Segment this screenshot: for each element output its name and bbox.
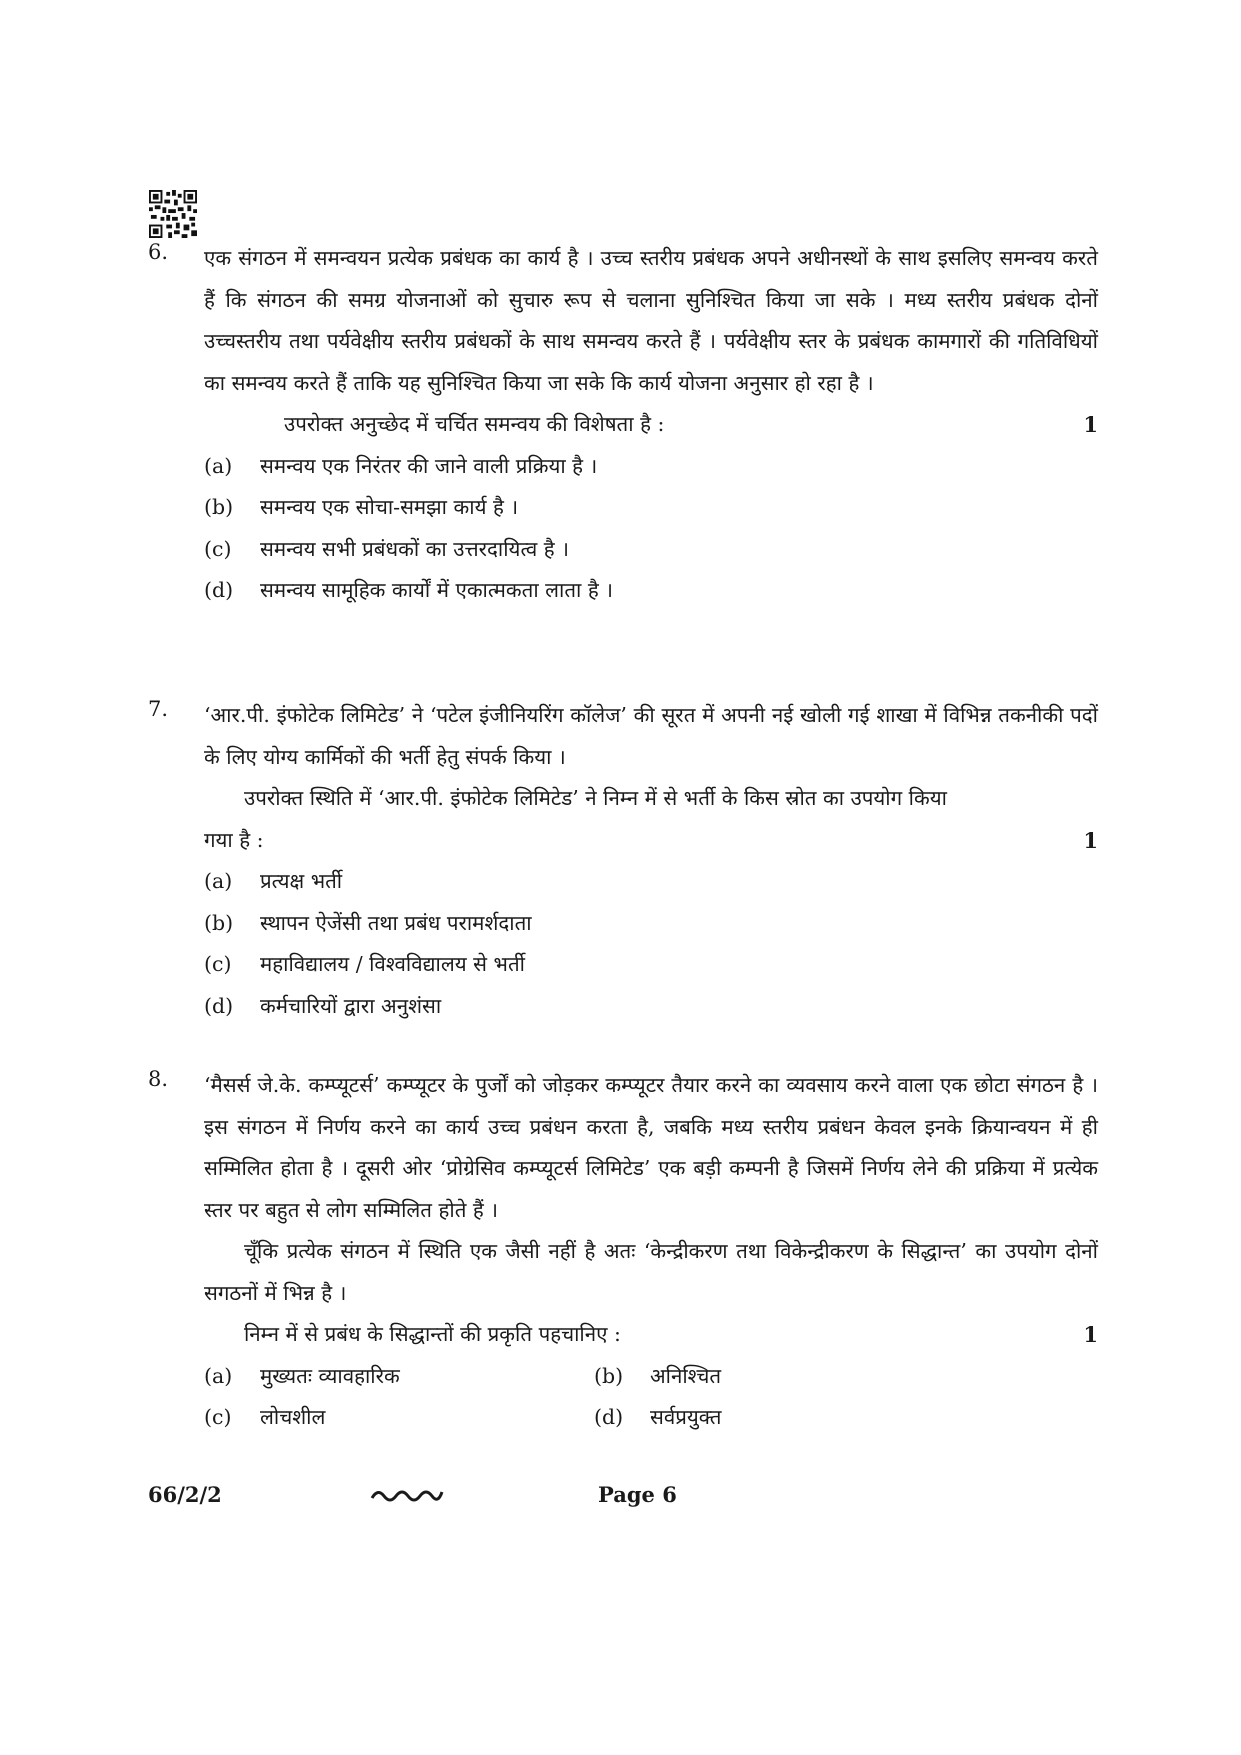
marks: 1 bbox=[1083, 1322, 1098, 1347]
paper-code: 66/2/2 bbox=[148, 1482, 222, 1507]
option-label: (c) bbox=[204, 536, 232, 561]
options-grid bbox=[204, 1356, 1098, 1439]
question-stem-continued: गया है : bbox=[204, 827, 264, 852]
option-label: (a) bbox=[204, 1363, 233, 1388]
option-text: समन्वय सामूहिक कार्यों में एकात्मकता लाता है । bbox=[260, 578, 614, 602]
option-d bbox=[204, 986, 1098, 1028]
option-text: अनिश्चित bbox=[650, 1363, 722, 1388]
option-b bbox=[594, 1356, 994, 1398]
option-label: (d) bbox=[204, 578, 234, 602]
option-d bbox=[594, 1397, 994, 1439]
option-text: स्थापन ऐजेंसी तथा प्रबंध परामर्शदाता bbox=[260, 910, 532, 935]
option-d bbox=[204, 570, 1098, 612]
option-label: (c) bbox=[204, 1405, 232, 1429]
question-stem: निम्न में से प्रबंध के सिद्धान्तों की प्रकृति पहचानिए : bbox=[244, 1322, 621, 1346]
question-passage: एक संगठन में समन्वयन प्रत्येक प्रबंधक का कार्य है । उच्च स्तरीय प्रबंधक अपने अधीनस्थों के साथ इसलिए समन्वय करते हैं कि संगठन की समग्र योजनाओं को सुचारु रूप से चलाना सुनिश्चित किया जा सके । मध्य स्तरीय प्रबंधक दोनों उच्चस्तरीय तथा पर्यवेक्षीय स्तरीय प्रबंधकों के साथ समन्वय करते हैं । पर्यवेक्षीय स्तर के प्रबंधक कामगारों की गतिविधियों का समन्वय करते हैं ताकि यह सुनिश्चित किया जा सके कि कार्य योजना अनुसार हो रहा है । bbox=[204, 246, 1098, 395]
option-label: (d) bbox=[204, 993, 234, 1018]
marks: 1 bbox=[1083, 412, 1098, 437]
question-passage: ‘आर.पी. इंफोटेक लिमिटेड’ ने ‘पटेल इंजीनियरिंग कॉलेज’ की सूरत में अपनी नई खोली गई शाखा में विभिन्न तकनीकी पदों के लिए योग्य कार्मिकों की भर्ती हेतु संपर्क किया । bbox=[204, 703, 1098, 769]
option-text: प्रत्यक्ष भर्ती bbox=[260, 869, 343, 893]
option-text: मुख्यतः व्यावहारिक bbox=[260, 1363, 400, 1388]
question-number: 6. bbox=[148, 240, 169, 264]
question-passage: ‘मैसर्स जे.के. कम्प्यूटर्स’ कम्प्यूटर के पुर्जों को जोड़कर कम्प्यूटर तैयार करने का व्यवसाय करने वाला एक छोटा संगठन है । इस संगठन में निर्णय करने का कार्य उच्च प्रबंधन करता है, जबकि मध्य स्तरीय प्रबंधन केवल इनके क्रियान्वयन में ही सम्मिलित होता है । दूसरी ओर ‘प्रोग्रेसिव कम्प्यूटर्स लिमिटेड’ एक बड़ी कम्पनी है जिसमें निर्णय लेने की प्रक्रिया में प्रत्येक स्तर पर बहुत से लोग सम्मिलित होते हैं । bbox=[204, 1073, 1098, 1222]
qr-code-icon bbox=[148, 190, 198, 238]
option-label: (b) bbox=[204, 910, 234, 935]
squiggle-icon bbox=[370, 1484, 444, 1506]
question-number: 8. bbox=[148, 1067, 169, 1091]
option-text: समन्वय सभी प्रबंधकों का उत्तरदायित्व है । bbox=[260, 536, 569, 561]
page-number: Page 6 bbox=[598, 1482, 677, 1507]
option-text: लोचशील bbox=[260, 1405, 326, 1429]
question-stem: उपरोक्त स्थिति में ‘आर.पी. इंफोटेक लिमिटेड’ ने निम्न में से भर्ती के किस स्रोत का उपयोग किया bbox=[244, 786, 947, 810]
question-stem: उपरोक्त अनुच्छेद में चर्चित समन्वय की विशेषता है : bbox=[284, 412, 665, 436]
option-b bbox=[204, 487, 1098, 529]
option-a bbox=[204, 446, 1098, 488]
option-label: (b) bbox=[594, 1363, 624, 1388]
option-b bbox=[204, 903, 1098, 945]
option-text: समन्वय एक सोचा-समझा कार्य है । bbox=[260, 495, 519, 519]
marks: 1 bbox=[1083, 827, 1098, 853]
option-a bbox=[204, 1356, 594, 1398]
option-a bbox=[204, 861, 1098, 903]
option-c bbox=[204, 529, 1098, 571]
question-8 bbox=[148, 1065, 1098, 1439]
question-7 bbox=[148, 695, 1098, 1027]
option-label: (a) bbox=[204, 869, 233, 893]
option-c bbox=[204, 1397, 594, 1439]
option-text: सर्वप्रयुक्त bbox=[650, 1405, 722, 1429]
option-label: (c) bbox=[204, 952, 232, 976]
option-label: (b) bbox=[204, 495, 234, 519]
option-c bbox=[204, 944, 1098, 986]
option-text: समन्वय एक निरंतर की जाने वाली प्रक्रिया है । bbox=[260, 453, 598, 478]
question-6 bbox=[148, 238, 1098, 612]
page-footer bbox=[148, 1482, 848, 1522]
option-label: (a) bbox=[204, 453, 233, 478]
question-passage-2: चूँकि प्रत्येक संगठन में स्थिति एक जैसी नहीं है अतः ‘केन्द्रीकरण तथा विकेन्द्रीकरण के सिद्धान्त’ का उपयोग दोनों सगठनों में भिन्न है । bbox=[204, 1239, 1098, 1305]
option-text: महाविद्यालय / विश्वविद्यालय से भर्ती bbox=[260, 952, 525, 976]
option-label: (d) bbox=[594, 1405, 624, 1429]
option-text: कर्मचारियों द्वारा अनुशंसा bbox=[260, 993, 442, 1018]
question-number: 7. bbox=[148, 697, 169, 721]
